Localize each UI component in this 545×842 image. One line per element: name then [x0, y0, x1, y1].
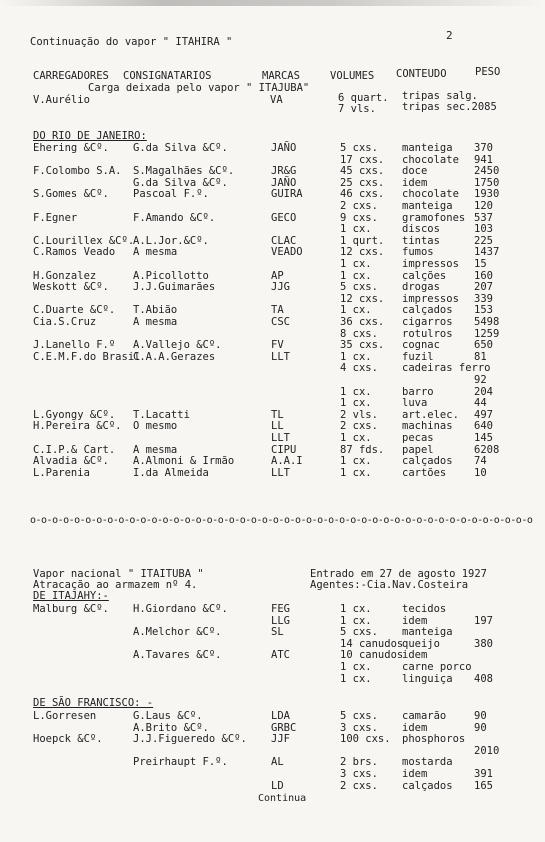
separator-line: o-o-o-o-o-o-o-o-o-o-o-o-o-o-o-o-o-o-o-o-o-o-o-o-o-o-o-o-o-o-o-o-o-o-o-o-o-o-o-o-o-o-o-o-o-o [30, 515, 533, 526]
content-cell: phosphoros [402, 733, 466, 746]
volumes-cell: 12 cxs. [340, 246, 385, 259]
weight-cell: 1259 [474, 327, 500, 340]
volumes-cell: 3 cxs. [340, 721, 378, 734]
prior-load-volumes: 6 quart. [338, 92, 389, 104]
weight-cell: 650 [474, 339, 493, 352]
mark-cell: A.A.I [271, 455, 303, 468]
shipper-cell: Weskott &Cº. [33, 281, 109, 294]
volumes-cell: 4 cxs. [340, 362, 378, 375]
content-cell: machinas [402, 420, 453, 433]
content-cell: fumos [402, 246, 434, 259]
volumes-cell: 1 cx. [340, 397, 372, 410]
weight-cell: 81 [474, 350, 487, 363]
consignee-cell: A.Picollotto [133, 269, 209, 282]
volumes-cell: 87 fds. [340, 443, 385, 456]
content-cell: cognac [402, 339, 440, 352]
weight-cell: 90 [474, 710, 487, 722]
content-cell: idem [402, 614, 428, 627]
mark-cell: GUIRA [271, 188, 303, 201]
weight-cell: 10 [474, 466, 487, 479]
weight-cell: 44 [474, 397, 487, 410]
content-cell: fuzil [402, 350, 434, 363]
prior-load-mark: VA [270, 94, 283, 106]
volumes-cell: 1 cx. [340, 258, 372, 270]
mark-cell: AP [271, 269, 284, 282]
weight-cell: 165 [474, 779, 493, 792]
shipper-cell: C.Ramos Veado [33, 246, 116, 259]
mark-cell: TL [271, 408, 284, 421]
weight-cell: 207 [474, 281, 493, 294]
content-cell: gramofones [402, 211, 466, 224]
volumes-cell: 1 cx. [340, 603, 372, 615]
weight-cell: 1437 [474, 246, 500, 259]
prior-load-label: Carga deixada pelo vapor " ITAJUBA" [88, 82, 310, 94]
shipper-cell: Ehering &Cº. [33, 142, 109, 154]
weight-cell: 204 [474, 385, 493, 398]
consignee-cell: S.Magalhães &Cº. [133, 165, 235, 178]
volumes-cell: 1 cx. [340, 304, 372, 317]
weight-cell: 339 [474, 292, 493, 305]
mark-cell: LLG [271, 614, 290, 627]
col-header-content: CONTEUDO [396, 68, 447, 80]
volumes-cell: 36 cxs. [340, 316, 385, 328]
volumes-cell: 2 cxs. [340, 200, 378, 212]
volumes-cell: 1 cx. [340, 661, 372, 673]
volumes-cell: 1 cx. [340, 385, 372, 398]
volumes-cell: 12 cxs. [340, 292, 385, 305]
volumes-cell: 2 cxs. [340, 779, 378, 792]
shipper-cell: Malburg &Cº. [33, 603, 109, 615]
consignee-cell: Preirhaupt F.º. [133, 756, 228, 769]
content-cell: barro [402, 385, 434, 398]
content-cell: rotulros [402, 327, 453, 340]
mark-cell: JJG [271, 281, 290, 294]
page-title: Continuação do vapor " ITAHIRA " [30, 36, 233, 48]
continue-label: Continua [258, 793, 307, 804]
content-cell: impressos [402, 258, 459, 270]
consignee-cell: A.L.Jor.&Cº. [133, 234, 209, 247]
consignee-cell: I.da Almeida [133, 466, 209, 479]
content-cell: idem [402, 768, 428, 780]
content-cell: carne porco [402, 661, 472, 673]
weight-cell: 408 [474, 672, 493, 685]
weight-cell: 380 [474, 637, 493, 650]
volumes-cell: 1 cx. [340, 432, 372, 444]
weight-cell: 15 [474, 258, 487, 270]
volumes-cell: 1 cx. [340, 223, 372, 236]
weight-cell: 153 [474, 304, 493, 317]
volumes-cell: 3 cxs. [340, 768, 378, 780]
content-cell: calçados [402, 304, 453, 317]
vessel2-arrival: Entrado em 27 de agosto 1927 [310, 568, 488, 580]
consignee-cell: Pascoal F.º. [133, 188, 209, 201]
mark-cell: CLAC [271, 234, 297, 247]
consignee-cell: G.da Silva &Cº. [133, 176, 228, 189]
weight-cell: 2010 [474, 744, 500, 757]
volumes-cell: 8 cxs. [340, 327, 378, 340]
content-cell: queijo [402, 637, 440, 650]
content-cell: luva [402, 397, 428, 410]
volumes-cell: 5 cxs. [340, 710, 378, 722]
content-cell: manteiga [402, 626, 453, 639]
shipper-cell: F.Egner [33, 211, 78, 224]
weight-cell: 2450 [474, 165, 500, 178]
consignee-cell: T.Lacatti [133, 408, 190, 421]
mark-cell: ATC [271, 649, 290, 662]
content-cell: cadeiras ferro [402, 362, 491, 375]
mark-cell: LLT [271, 432, 290, 444]
mark-cell: GECO [271, 211, 297, 224]
shipper-cell: C.Duarte &Cº. [33, 304, 116, 317]
weight-cell: 497 [474, 408, 493, 421]
section-title-sao-francisco: DE SÃO FRANCISCO: - [33, 697, 154, 709]
col-header-consignees: CONSIGNATARIOS [123, 70, 212, 82]
consignee-cell: G.Laus &Cº. [133, 710, 203, 722]
shipper-cell: Alvadia &Cº. [33, 455, 109, 468]
content-cell: idem [402, 721, 428, 734]
volumes-cell: 5 cxs. [340, 281, 378, 294]
volumes-cell: 14 canudos [340, 637, 404, 650]
mark-cell: FEG [271, 603, 290, 615]
volumes-cell: 1 cx. [340, 672, 372, 685]
consignee-cell: H.Giordano &Cº. [133, 603, 228, 615]
shipper-cell: C.Lourillex &Cº. [33, 234, 135, 247]
weight-cell: 160 [474, 269, 493, 282]
mark-cell: JR&G [271, 165, 297, 178]
weight-cell: 1750 [474, 176, 500, 189]
content-cell: art.elec. [402, 408, 459, 421]
content-cell: idem [402, 649, 428, 662]
weight-cell: 90 [474, 721, 487, 734]
shipper-cell: Hoepck &Cº. [33, 733, 103, 746]
mark-cell: FV [271, 339, 284, 352]
volumes-cell: 25 cxs. [340, 176, 385, 189]
content-cell: mostarda [402, 756, 453, 769]
prior-load-shipper: V.Aurélio [33, 94, 90, 106]
content-cell: calçados [402, 779, 453, 792]
consignee-cell: J.J.Figueredo &Cº. [133, 733, 247, 746]
volumes-cell: 2 brs. [340, 756, 378, 769]
prior-load-content: tripas sec.2085 [402, 101, 497, 113]
mark-cell: TA [271, 304, 284, 317]
content-cell: doce [402, 165, 428, 178]
shipper-cell: S.Gomes &Cº. [33, 188, 109, 201]
weight-cell: 941 [474, 153, 493, 166]
vessel2-name: Vapor nacional " ITAITUBA " [33, 568, 204, 580]
content-cell: calçados [402, 455, 453, 468]
page-number: 2 [446, 29, 453, 42]
content-cell: linguiça [402, 672, 453, 685]
consignee-cell: A.Brito &Cº. [133, 721, 209, 734]
volumes-cell: 10 canudos [340, 649, 404, 662]
mark-cell: JJF [271, 733, 290, 746]
consignee-cell: A mesma [133, 443, 178, 456]
shipper-cell: F.Colombo S.A. [33, 165, 122, 178]
consignee-cell: C.A.A.Gerazes [133, 350, 216, 363]
shipper-cell: L.Gyongy &Cº. [33, 408, 116, 421]
content-cell: tintas [402, 234, 440, 247]
content-cell: papel [402, 443, 434, 456]
mark-cell: AL [271, 756, 284, 769]
mark-cell: CSC [271, 316, 290, 328]
weight-cell: 145 [474, 432, 493, 444]
weight-cell: 5498 [474, 316, 500, 328]
col-header-shippers: CARREGADORES [33, 70, 109, 82]
volumes-cell: 1 cx. [340, 466, 372, 479]
content-cell: tecidos [402, 603, 447, 615]
mark-cell: GRBC [271, 721, 297, 734]
mark-cell: VEADO [271, 246, 303, 259]
col-header-marks: MARCAS [262, 70, 300, 82]
volumes-cell: 5 cxs. [340, 626, 378, 639]
volumes-cell: 2 vls. [340, 408, 378, 421]
content-cell: manteiga [402, 200, 453, 212]
mark-cell: LD [271, 779, 284, 792]
volumes-cell: 1 cx. [340, 350, 372, 363]
shipper-cell: J.Lanello F.º [33, 339, 116, 352]
vessel2-berth: Atracação ao armazem nº 4. [33, 579, 198, 591]
consignee-cell: O mesmo [133, 420, 178, 433]
volumes-cell: 9 cxs. [340, 211, 378, 224]
consignee-cell: J.J.Guimarães [133, 281, 216, 294]
consignee-cell: A.Vallejo &Cº. [133, 339, 222, 352]
weight-cell: 1930 [474, 188, 500, 201]
mark-cell: LDA [271, 710, 290, 722]
weight-cell: 391 [474, 768, 493, 780]
content-cell: calções [402, 269, 447, 282]
content-cell: cartões [402, 466, 447, 479]
volumes-cell: 1 cx. [340, 614, 372, 627]
mark-cell: LLT [271, 350, 290, 363]
consignee-cell: A.Melchor &Cº. [133, 626, 222, 639]
section-title-rio: DO RIO DE JANEIRO: [33, 130, 147, 142]
mark-cell: JAÑO [271, 176, 297, 189]
content-cell: idem [402, 176, 428, 189]
shipper-cell: Cia.S.Cruz [33, 316, 97, 328]
shipper-cell: C.E.M.F.do Brasil [33, 350, 141, 363]
content-cell: impressos [402, 292, 459, 305]
col-header-weight: PESO [475, 66, 501, 78]
weight-cell: 103 [474, 223, 493, 236]
shipper-cell: H.Pereira &Cº. [33, 420, 122, 433]
consignee-cell: A mesma [133, 246, 178, 259]
scan-edge-mark [0, 0, 545, 6]
vessel2-agents: Agentes:-Cia.Nav.Costeira [310, 579, 469, 591]
weight-cell: 537 [474, 211, 493, 224]
content-cell: chocolate [402, 188, 459, 201]
consignee-cell: G.da Silva &Cº. [133, 142, 228, 154]
shipper-cell: C.I.P.& Cart. [33, 443, 116, 456]
consignee-cell: T.Abião [133, 304, 178, 317]
weight-cell: 640 [474, 420, 493, 433]
volumes-cell: 35 cxs. [340, 339, 385, 352]
weight-cell: 197 [474, 614, 493, 627]
shipper-cell: H.Gonzalez [33, 269, 97, 282]
weight-cell: 92 [474, 374, 487, 386]
col-header-volumes: VOLUMES [330, 70, 375, 82]
volumes-cell: 17 cxs. [340, 153, 385, 166]
volumes-cell: 2 cxs. [340, 420, 378, 433]
weight-cell: 6208 [474, 443, 500, 456]
volumes-cell: 46 cxs. [340, 188, 385, 201]
mark-cell: LL [271, 420, 284, 433]
content-cell: pecas [402, 432, 434, 444]
volumes-cell: 1 qurt. [340, 234, 385, 247]
weight-cell: 225 [474, 234, 493, 247]
volumes-cell: 100 cxs. [340, 733, 391, 746]
prior-load-volumes: 7 vls. [338, 103, 376, 115]
mark-cell: JAÑO [271, 142, 297, 154]
prior-load-content: tripas salg. [402, 90, 478, 102]
weight-cell: 74 [474, 455, 487, 468]
volumes-cell: 5 cxs. [340, 142, 378, 154]
section-title-itajahy: DE ITAJAHY:- [33, 590, 109, 602]
content-cell: chocolate [402, 153, 459, 166]
shipper-cell: L.Gorresen [33, 710, 97, 722]
consignee-cell: F.Amando &Cº. [133, 211, 216, 224]
consignee-cell: A.Tavares &Cº. [133, 649, 222, 662]
consignee-cell: A.Almoni & Irmão [133, 455, 235, 468]
shipper-cell: L.Parenia [33, 466, 90, 479]
content-cell: camarão [402, 710, 447, 722]
mark-cell: CIPU [271, 443, 297, 456]
content-cell: cigarros [402, 316, 453, 328]
content-cell: manteiga [402, 142, 453, 154]
weight-cell: 120 [474, 200, 493, 212]
volumes-cell: 1 cx. [340, 455, 372, 468]
content-cell: discos [402, 223, 440, 236]
consignee-cell: A mesma [133, 316, 178, 328]
volumes-cell: 1 cx. [340, 269, 372, 282]
weight-cell: 370 [474, 142, 493, 154]
volumes-cell: 45 cxs. [340, 165, 385, 178]
content-cell: drogas [402, 281, 440, 294]
mark-cell: SL [271, 626, 284, 639]
mark-cell: LLT [271, 466, 290, 479]
